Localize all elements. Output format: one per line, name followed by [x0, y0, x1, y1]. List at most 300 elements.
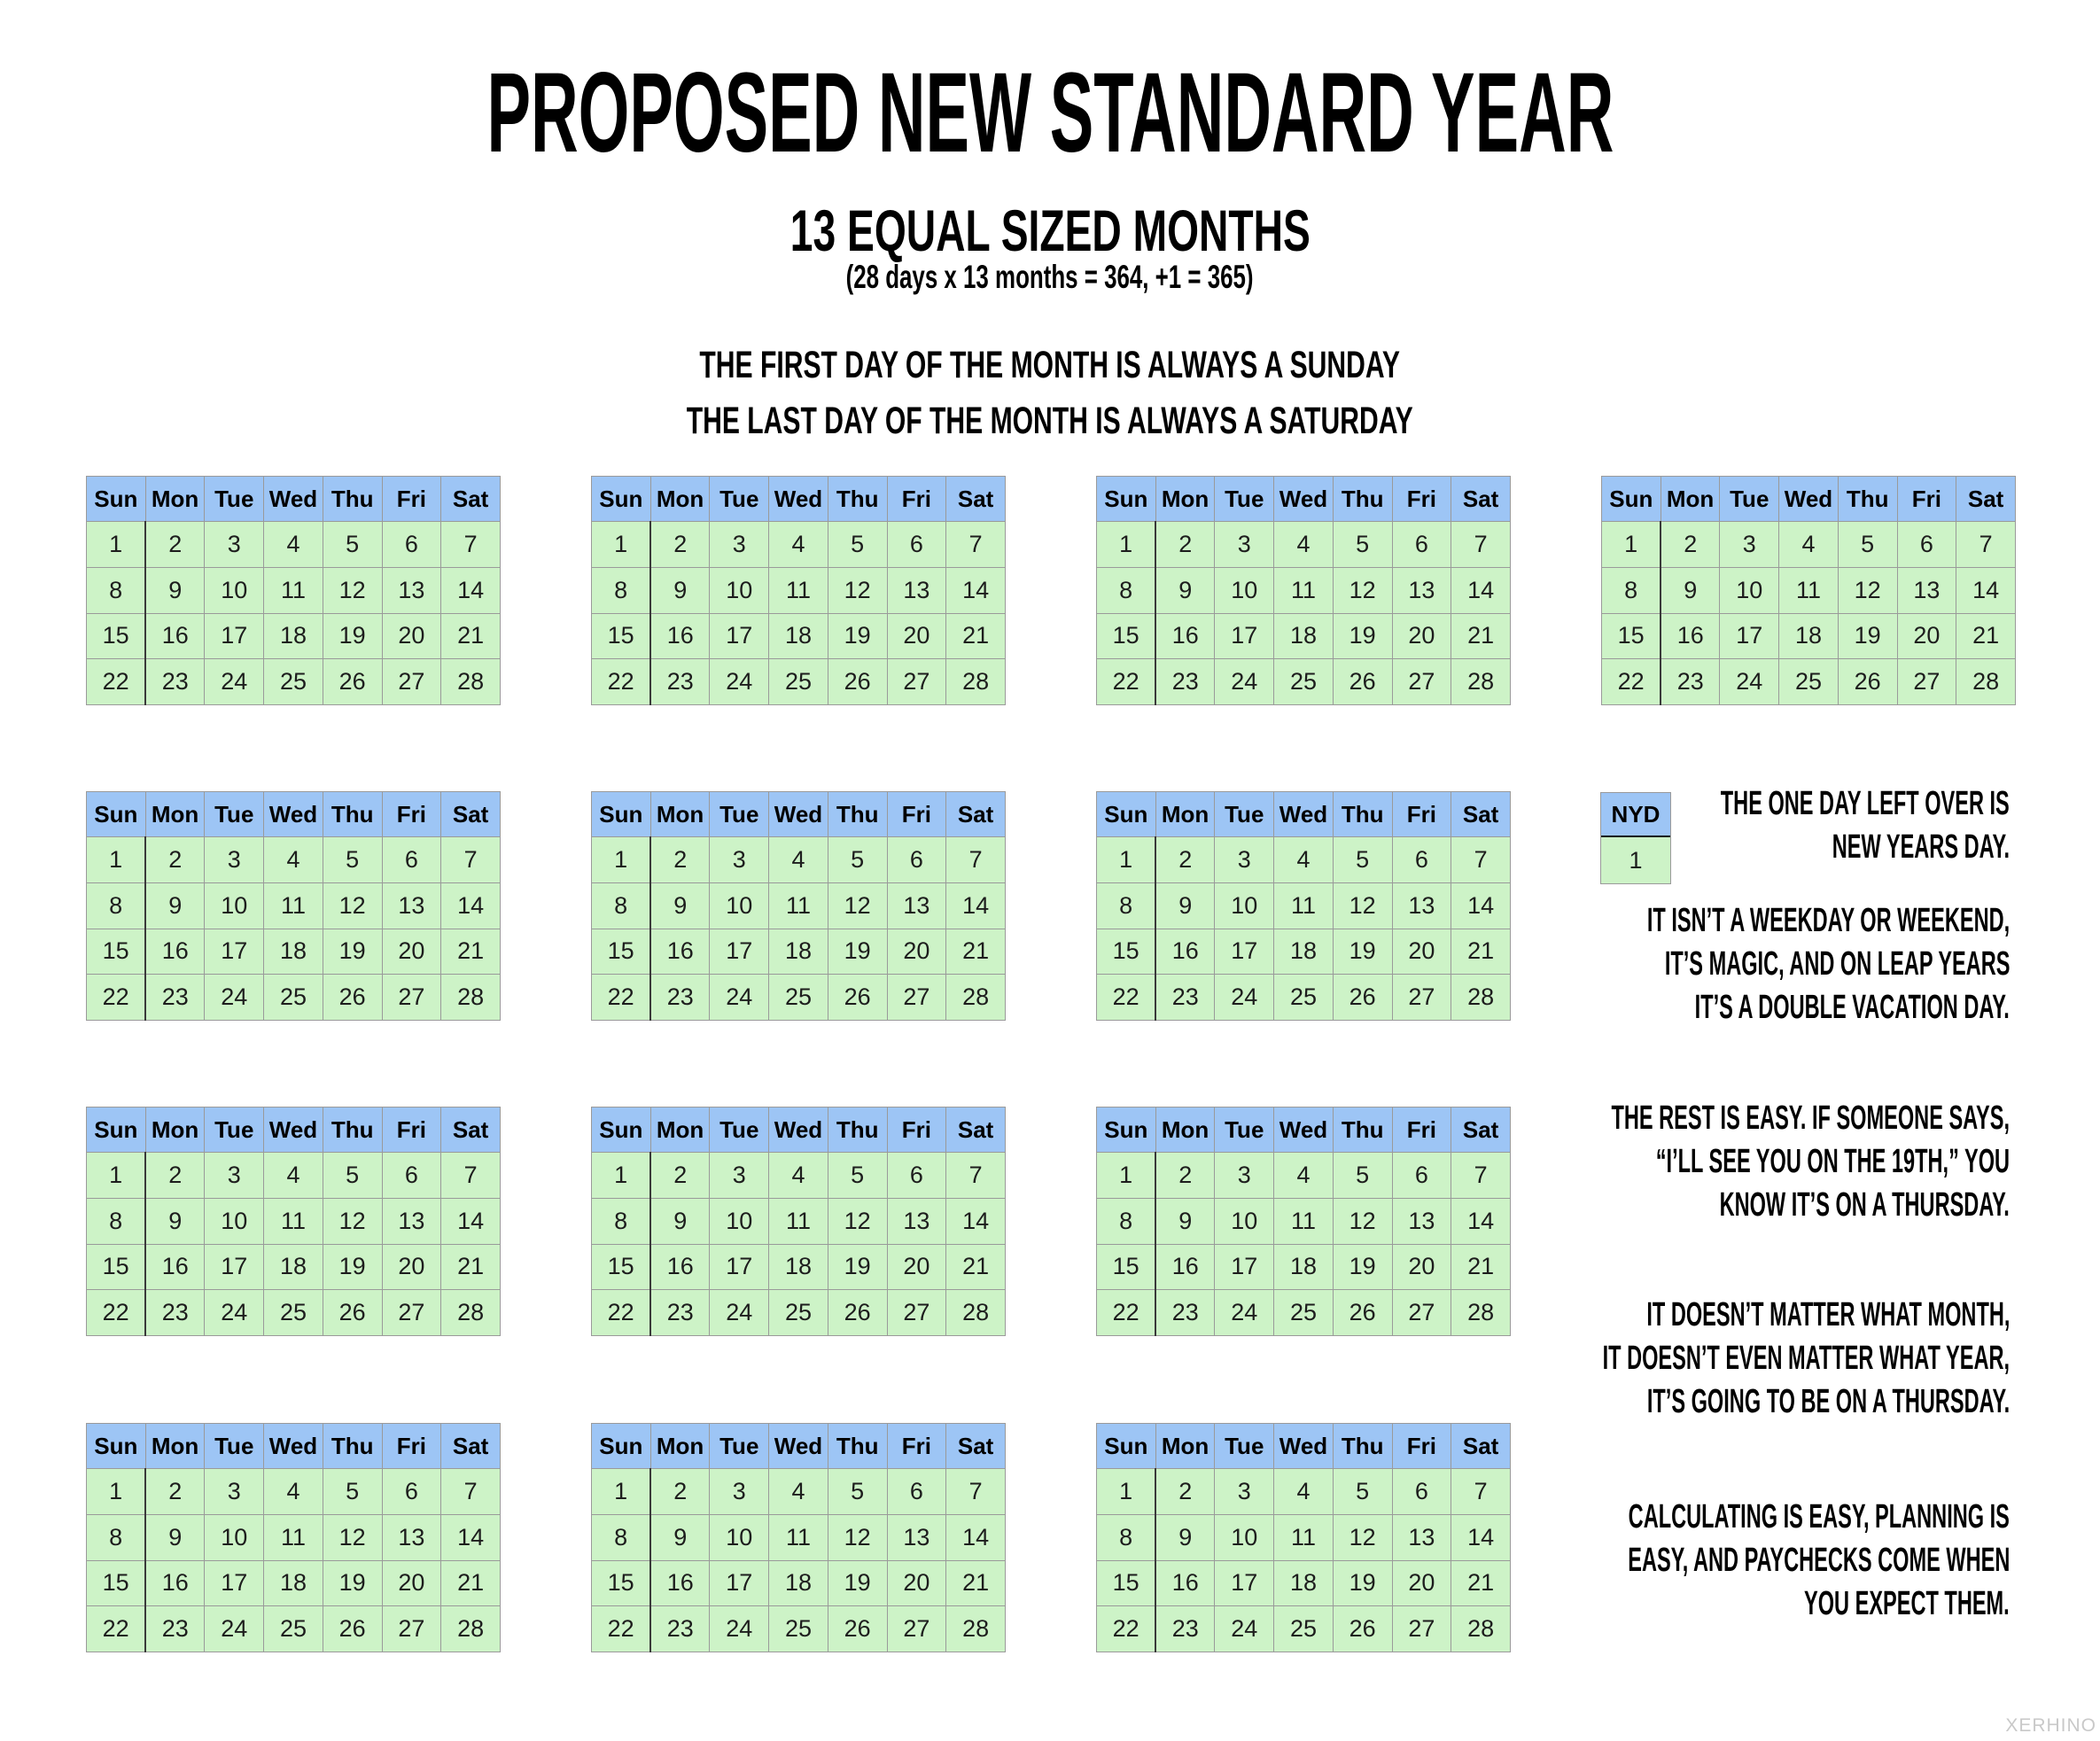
day-cell: 27 — [382, 1606, 441, 1652]
day-cell: 9 — [650, 1514, 710, 1560]
day-cell: 11 — [264, 1514, 323, 1560]
day-cell: 21 — [946, 929, 1006, 975]
day-cell: 14 — [1451, 567, 1511, 613]
day-cell: 24 — [205, 659, 264, 705]
day-cell: 23 — [1661, 659, 1720, 705]
day-cell: 6 — [887, 1153, 946, 1199]
day-cell: 13 — [382, 567, 441, 613]
day-cell: 27 — [887, 659, 946, 705]
day-cell: 14 — [946, 1198, 1006, 1244]
day-cell: 26 — [828, 1290, 887, 1336]
day-cell: 19 — [323, 1244, 382, 1290]
day-cell: 7 — [946, 1153, 1006, 1199]
day-header-cell: Tue — [205, 1108, 264, 1153]
day-cell: 26 — [828, 975, 887, 1021]
day-header-cell: Fri — [382, 477, 441, 522]
note-line: KNOW IT’S ON A THURSDAY. — [1719, 1186, 2010, 1224]
note-line: IT’S A DOUBLE VACATION DAY. — [1694, 989, 2010, 1026]
day-cell: 16 — [1155, 1560, 1215, 1606]
day-header-cell: Wed — [1779, 477, 1839, 522]
rule-first-day: THE FIRST DAY OF THE MONTH IS ALWAYS A SUNDAY — [699, 344, 1401, 386]
day-cell: 21 — [441, 1560, 501, 1606]
week-row — [1602, 659, 2016, 705]
day-cell: 1 — [87, 1153, 146, 1199]
day-cell: 23 — [650, 1606, 710, 1652]
day-cell: 5 — [828, 522, 887, 568]
day-cell: 2 — [145, 837, 205, 883]
watermark: XERHINO — [2005, 1715, 2096, 1736]
day-header-cell: Sat — [946, 792, 1006, 837]
day-cell: 10 — [1215, 1198, 1274, 1244]
day-cell: 18 — [1779, 613, 1839, 659]
day-cell: 8 — [1097, 1514, 1156, 1560]
day-header-cell: Sun — [1602, 477, 1661, 522]
day-cell: 1 — [592, 1153, 651, 1199]
day-header-cell: Sat — [946, 477, 1006, 522]
note-line: IT DOESN’T MATTER WHAT MONTH, — [1645, 1296, 2010, 1333]
day-cell: 17 — [205, 613, 264, 659]
day-header-cell: Tue — [205, 792, 264, 837]
day-cell: 15 — [592, 929, 651, 975]
calendar-month-3 — [1096, 476, 1511, 705]
day-cell: 25 — [769, 1606, 828, 1652]
day-cell: 23 — [1155, 659, 1215, 705]
day-cell: 1 — [1097, 837, 1156, 883]
day-cell: 8 — [87, 567, 146, 613]
day-cell: 6 — [382, 837, 441, 883]
day-cell: 24 — [1720, 659, 1779, 705]
day-cell: 28 — [1451, 1290, 1511, 1336]
week-row — [87, 975, 501, 1021]
day-header-cell: Thu — [323, 477, 382, 522]
day-cell: 1 — [1097, 1469, 1156, 1515]
day-header-cell: Tue — [1215, 1424, 1274, 1469]
day-cell: 21 — [946, 1244, 1006, 1290]
note-one-day-left — [1544, 782, 2010, 869]
day-cell: 23 — [145, 1606, 205, 1652]
day-cell: 11 — [769, 1198, 828, 1244]
day-cell: 4 — [769, 1469, 828, 1515]
day-cell: 11 — [264, 882, 323, 929]
day-header-cell: Tue — [710, 1108, 769, 1153]
day-header-cell: Tue — [1215, 792, 1274, 837]
day-cell: 12 — [1333, 567, 1392, 613]
day-cell: 1 — [592, 1469, 651, 1515]
day-cell: 14 — [441, 567, 501, 613]
day-header-cell: Sat — [946, 1108, 1006, 1153]
day-cell: 27 — [382, 659, 441, 705]
day-cell: 3 — [1215, 837, 1274, 883]
day-cell: 3 — [710, 1153, 769, 1199]
day-header-cell: Mon — [145, 792, 205, 837]
day-cell: 5 — [323, 1469, 382, 1515]
day-cell: 9 — [1155, 567, 1215, 613]
day-cell: 18 — [1274, 929, 1334, 975]
day-cell: 18 — [1274, 1244, 1334, 1290]
day-cell: 1 — [1097, 522, 1156, 568]
day-cell: 6 — [1392, 1153, 1451, 1199]
day-cell: 2 — [1155, 1153, 1215, 1199]
day-cell: 22 — [1097, 1606, 1156, 1652]
day-cell: 17 — [205, 929, 264, 975]
day-cell: 25 — [264, 1290, 323, 1336]
day-cell: 2 — [145, 522, 205, 568]
day-cell: 16 — [145, 1244, 205, 1290]
day-header-cell: Sun — [87, 1108, 146, 1153]
day-cell: 5 — [1333, 522, 1392, 568]
day-cell: 5 — [828, 837, 887, 883]
day-header-cell: Wed — [769, 1108, 828, 1153]
day-header-cell: Sat — [1451, 792, 1511, 837]
day-cell: 17 — [205, 1560, 264, 1606]
day-cell: 11 — [1274, 1514, 1334, 1560]
day-cell: 2 — [650, 522, 710, 568]
note-line: CALCULATING IS EASY, PLANNING IS — [1628, 1498, 2010, 1535]
day-cell: 18 — [264, 1244, 323, 1290]
day-cell: 1 — [1602, 522, 1661, 568]
day-cell: 27 — [1392, 659, 1451, 705]
day-cell: 4 — [1274, 522, 1334, 568]
day-header-cell: Mon — [1661, 477, 1720, 522]
note-line: EASY, AND PAYCHECKS COME WHEN — [1627, 1542, 2010, 1579]
day-cell: 8 — [1097, 1198, 1156, 1244]
day-cell: 10 — [1215, 1514, 1274, 1560]
day-cell: 6 — [382, 522, 441, 568]
calendar-month-1 — [86, 476, 501, 705]
day-cell: 12 — [323, 882, 382, 929]
day-header-cell: Sun — [1097, 477, 1156, 522]
day-cell: 14 — [1451, 882, 1511, 929]
day-cell: 15 — [1602, 613, 1661, 659]
day-cell: 20 — [382, 1560, 441, 1606]
day-cell: 18 — [264, 1560, 323, 1606]
day-header-cell: Fri — [382, 792, 441, 837]
note-line: IT DOESN’T EVEN MATTER WHAT YEAR, — [1602, 1340, 2010, 1377]
day-cell: 10 — [710, 882, 769, 929]
day-cell: 19 — [1838, 613, 1897, 659]
day-cell: 20 — [887, 613, 946, 659]
day-cell: 28 — [946, 659, 1006, 705]
day-cell: 3 — [205, 837, 264, 883]
day-cell: 27 — [1392, 1290, 1451, 1336]
day-cell: 2 — [650, 1153, 710, 1199]
day-cell: 22 — [592, 659, 651, 705]
day-cell: 26 — [828, 1606, 887, 1652]
day-header-cell: Fri — [382, 1424, 441, 1469]
day-cell: 17 — [710, 1244, 769, 1290]
week-row — [1097, 567, 1511, 613]
day-header-cell: Sun — [87, 1424, 146, 1469]
week-row — [87, 659, 501, 705]
day-cell: 11 — [769, 567, 828, 613]
day-cell: 27 — [382, 1290, 441, 1336]
day-cell: 27 — [382, 975, 441, 1021]
day-cell: 22 — [592, 1290, 651, 1336]
day-cell: 7 — [441, 1153, 501, 1199]
day-cell: 3 — [710, 837, 769, 883]
week-row — [592, 659, 1006, 705]
day-cell: 23 — [145, 975, 205, 1021]
day-cell: 25 — [1274, 659, 1334, 705]
day-cell: 21 — [441, 1244, 501, 1290]
day-cell: 28 — [1956, 659, 2016, 705]
day-cell: 13 — [1392, 1198, 1451, 1244]
day-cell: 8 — [87, 1514, 146, 1560]
day-cell: 16 — [1661, 613, 1720, 659]
day-cell: 27 — [887, 975, 946, 1021]
day-cell: 17 — [205, 1244, 264, 1290]
day-header-cell: Thu — [1333, 792, 1392, 837]
day-cell: 23 — [650, 659, 710, 705]
note-line: YOU EXPECT THEM. — [1804, 1585, 2010, 1622]
day-cell: 14 — [1451, 1198, 1511, 1244]
day-header-cell: Sat — [441, 477, 501, 522]
day-cell: 23 — [145, 659, 205, 705]
calendar-month-5 — [86, 791, 501, 1021]
day-header-cell: Tue — [710, 477, 769, 522]
day-cell: 25 — [1779, 659, 1839, 705]
day-cell: 17 — [710, 613, 769, 659]
day-cell: 6 — [887, 522, 946, 568]
day-header-cell: Thu — [828, 477, 887, 522]
day-cell: 24 — [710, 659, 769, 705]
day-cell: 22 — [87, 1290, 146, 1336]
day-header-cell: Mon — [1155, 792, 1215, 837]
day-cell: 4 — [264, 522, 323, 568]
subtitle-text: 13 EQUAL SIZED MONTHS — [789, 198, 1311, 263]
day-header-cell: Tue — [710, 792, 769, 837]
day-cell: 26 — [323, 659, 382, 705]
calendar-month-6 — [591, 791, 1006, 1021]
day-cell: 10 — [205, 882, 264, 929]
day-cell: 14 — [1956, 567, 2016, 613]
week-row — [1097, 837, 1511, 883]
day-cell: 25 — [1274, 1606, 1334, 1652]
day-header-cell: Sun — [592, 477, 651, 522]
day-cell: 13 — [1897, 567, 1956, 613]
day-cell: 12 — [828, 1514, 887, 1560]
week-row — [1097, 522, 1511, 568]
day-header-cell: Fri — [887, 1108, 946, 1153]
day-cell: 21 — [1451, 1244, 1511, 1290]
week-row — [1097, 613, 1511, 659]
day-cell: 4 — [264, 1153, 323, 1199]
day-cell: 25 — [264, 975, 323, 1021]
day-cell: 9 — [145, 1198, 205, 1244]
day-header-cell: Fri — [1392, 1424, 1451, 1469]
day-cell: 17 — [710, 1560, 769, 1606]
day-cell: 20 — [1392, 929, 1451, 975]
day-header-cell: Fri — [887, 1424, 946, 1469]
week-row — [592, 1290, 1006, 1336]
day-cell: 4 — [264, 1469, 323, 1515]
day-cell: 22 — [87, 659, 146, 705]
day-cell: 2 — [1155, 1469, 1215, 1515]
day-cell: 11 — [769, 882, 828, 929]
day-cell: 11 — [1274, 1198, 1334, 1244]
day-header-cell: Sat — [1451, 1108, 1511, 1153]
day-cell: 10 — [710, 1198, 769, 1244]
day-cell: 9 — [1155, 1198, 1215, 1244]
day-header-cell: Mon — [650, 477, 710, 522]
day-cell: 24 — [710, 975, 769, 1021]
day-cell: 27 — [1897, 659, 1956, 705]
day-cell: 12 — [828, 1198, 887, 1244]
day-cell: 1 — [87, 1469, 146, 1515]
day-cell: 15 — [87, 929, 146, 975]
day-cell: 4 — [769, 837, 828, 883]
day-cell: 20 — [1897, 613, 1956, 659]
day-cell: 19 — [828, 929, 887, 975]
page-title — [0, 50, 2100, 176]
day-header-cell: Sun — [592, 1108, 651, 1153]
day-cell: 2 — [145, 1469, 205, 1515]
day-cell: 7 — [1451, 522, 1511, 568]
day-cell: 17 — [1215, 1244, 1274, 1290]
week-row — [1602, 567, 2016, 613]
day-header-cell: Wed — [1274, 792, 1334, 837]
day-cell: 14 — [946, 1514, 1006, 1560]
day-header-cell: Sat — [946, 1424, 1006, 1469]
day-cell: 13 — [1392, 882, 1451, 929]
day-cell: 18 — [769, 613, 828, 659]
day-header-cell: Wed — [264, 1424, 323, 1469]
day-header-cell: Mon — [1155, 1108, 1215, 1153]
day-cell: 26 — [1333, 1606, 1392, 1652]
week-row — [592, 1560, 1006, 1606]
day-cell: 4 — [769, 1153, 828, 1199]
day-cell: 24 — [1215, 659, 1274, 705]
day-cell: 14 — [441, 1514, 501, 1560]
day-cell: 27 — [1392, 1606, 1451, 1652]
note-line: THE ONE DAY LEFT OVER IS — [1721, 785, 2010, 822]
day-cell: 26 — [1333, 1290, 1392, 1336]
note-rest-is-easy — [1367, 1097, 2010, 1227]
day-cell: 19 — [323, 613, 382, 659]
subtitle-note — [0, 260, 2100, 293]
day-cell: 17 — [1215, 1560, 1274, 1606]
day-cell: 14 — [946, 567, 1006, 613]
day-cell: 2 — [650, 1469, 710, 1515]
day-header-cell: Fri — [1392, 477, 1451, 522]
day-header-cell: Tue — [1215, 477, 1274, 522]
day-cell: 18 — [1274, 1560, 1334, 1606]
day-header-cell: Thu — [1838, 477, 1897, 522]
nyd-day-cell: 1 — [1601, 837, 1670, 883]
day-cell: 1 — [592, 837, 651, 883]
day-cell: 27 — [887, 1606, 946, 1652]
day-cell: 11 — [769, 1514, 828, 1560]
day-cell: 5 — [828, 1469, 887, 1515]
day-header-cell: Thu — [323, 1108, 382, 1153]
day-header-cell: Wed — [264, 1108, 323, 1153]
day-cell: 15 — [592, 1560, 651, 1606]
week-row — [592, 1244, 1006, 1290]
week-row — [1602, 522, 2016, 568]
day-cell: 11 — [264, 1198, 323, 1244]
day-cell: 21 — [1451, 1560, 1511, 1606]
day-cell: 16 — [650, 613, 710, 659]
day-header-cell: Mon — [650, 1424, 710, 1469]
day-cell: 27 — [1392, 975, 1451, 1021]
day-cell: 16 — [650, 1560, 710, 1606]
day-cell: 15 — [1097, 613, 1156, 659]
day-cell: 24 — [1215, 1606, 1274, 1652]
week-row — [87, 1244, 501, 1290]
day-cell: 25 — [769, 659, 828, 705]
day-cell: 4 — [1274, 1153, 1334, 1199]
day-cell: 16 — [145, 1560, 205, 1606]
day-cell: 21 — [1451, 613, 1511, 659]
day-cell: 10 — [710, 567, 769, 613]
day-cell: 8 — [87, 882, 146, 929]
day-cell: 17 — [1215, 929, 1274, 975]
day-cell: 4 — [769, 522, 828, 568]
day-cell: 5 — [323, 837, 382, 883]
day-cell: 11 — [1274, 567, 1334, 613]
week-row — [592, 1198, 1006, 1244]
day-cell: 5 — [1333, 837, 1392, 883]
week-row — [592, 929, 1006, 975]
day-cell: 19 — [828, 1244, 887, 1290]
note-line: IT’S GOING TO BE ON A THURSDAY. — [1646, 1383, 2010, 1420]
day-cell: 6 — [382, 1153, 441, 1199]
calendar-month-12 — [591, 1423, 1006, 1652]
day-cell: 19 — [1333, 613, 1392, 659]
day-cell: 14 — [441, 882, 501, 929]
day-cell: 3 — [205, 1153, 264, 1199]
day-header-cell: Mon — [145, 1424, 205, 1469]
day-cell: 21 — [946, 613, 1006, 659]
week-row — [87, 567, 501, 613]
day-cell: 3 — [1215, 1469, 1274, 1515]
calendar-month-11 — [86, 1423, 501, 1652]
day-cell: 11 — [1274, 882, 1334, 929]
day-cell: 12 — [828, 882, 887, 929]
day-cell: 3 — [205, 1469, 264, 1515]
day-cell: 28 — [1451, 975, 1511, 1021]
day-cell: 22 — [1097, 975, 1156, 1021]
week-row — [592, 1514, 1006, 1560]
day-header-cell: Mon — [1155, 1424, 1215, 1469]
day-cell: 23 — [1155, 1606, 1215, 1652]
day-cell: 16 — [650, 1244, 710, 1290]
day-cell: 3 — [1215, 1153, 1274, 1199]
day-cell: 12 — [1838, 567, 1897, 613]
day-cell: 10 — [710, 1514, 769, 1560]
day-cell: 19 — [1333, 1244, 1392, 1290]
day-cell: 21 — [946, 1560, 1006, 1606]
day-header-cell: Sat — [1451, 1424, 1511, 1469]
day-cell: 4 — [264, 837, 323, 883]
day-cell: 28 — [441, 659, 501, 705]
day-header-cell: Tue — [710, 1424, 769, 1469]
day-cell: 22 — [1602, 659, 1661, 705]
rules — [0, 338, 2100, 449]
day-cell: 7 — [441, 1469, 501, 1515]
day-cell: 26 — [828, 659, 887, 705]
day-cell: 25 — [1274, 1290, 1334, 1336]
day-header-cell: Wed — [769, 792, 828, 837]
subtitle — [0, 198, 2100, 263]
day-cell: 20 — [887, 1560, 946, 1606]
day-cell: 22 — [1097, 659, 1156, 705]
day-cell: 28 — [946, 1290, 1006, 1336]
day-cell: 23 — [145, 1290, 205, 1336]
day-header-cell: Sun — [87, 477, 146, 522]
day-cell: 6 — [887, 1469, 946, 1515]
day-cell: 15 — [1097, 929, 1156, 975]
